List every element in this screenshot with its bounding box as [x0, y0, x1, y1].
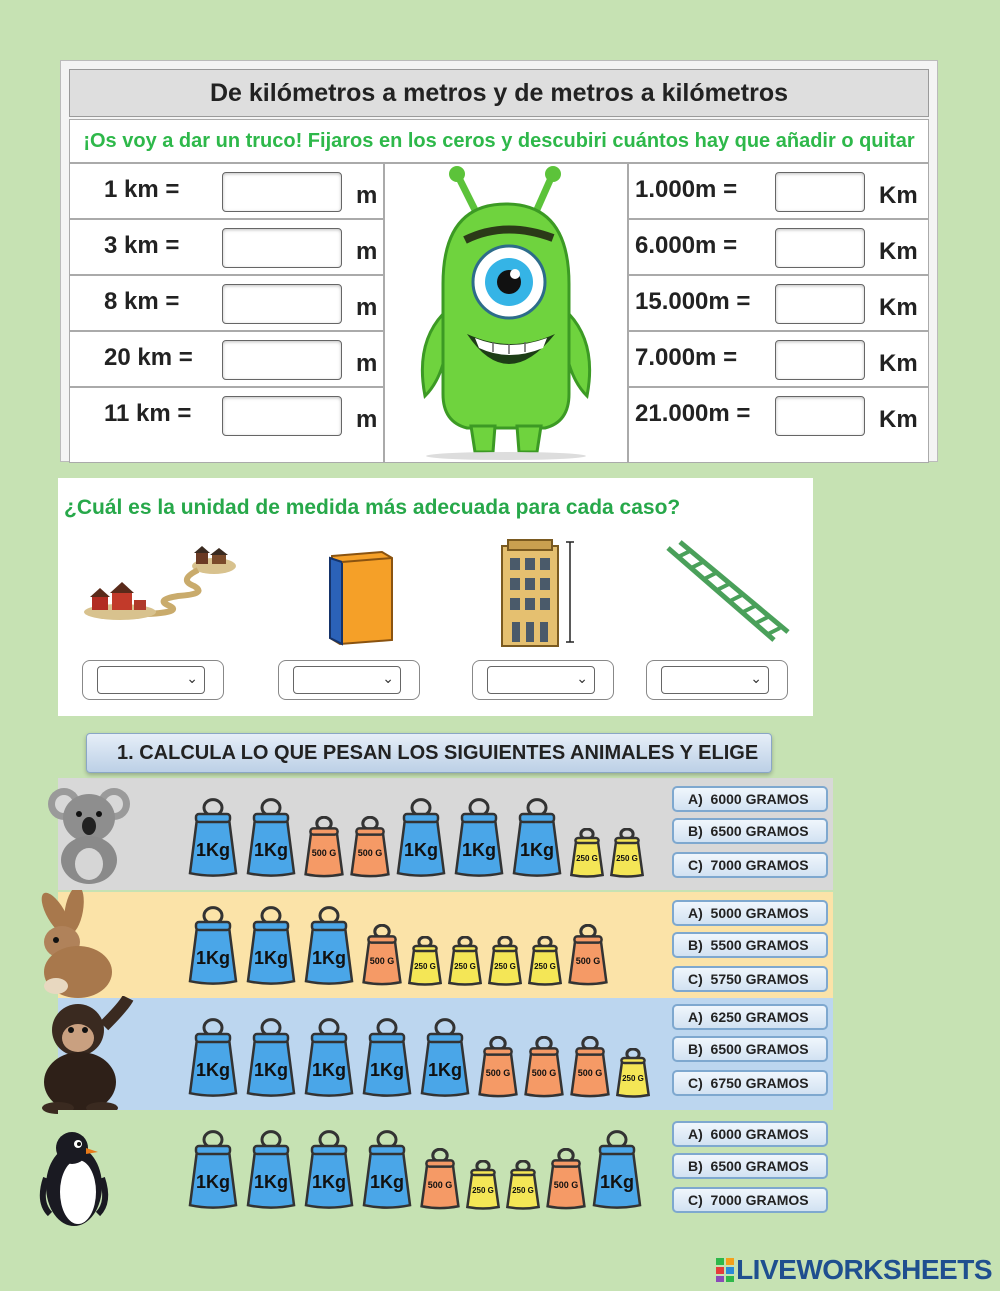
unit-select-frame-4: [646, 660, 788, 700]
weight-kg: [246, 798, 296, 878]
ladder-image: [664, 540, 794, 655]
unit-label: m: [356, 406, 378, 433]
answer-input[interactable]: [222, 172, 342, 212]
answer-option[interactable]: C) 6750 GRAMOS: [672, 1070, 828, 1096]
weight-g250: [448, 936, 482, 986]
weight-label: 250 G: [414, 962, 436, 971]
km-expression: 3 km =: [104, 232, 180, 259]
liveworksheets-logo: LIVEWORKSHEETS: [716, 1254, 992, 1286]
unit-select-frame-3: [472, 660, 614, 700]
weight-label: 250 G: [622, 1074, 644, 1083]
weight-g500: [570, 1036, 610, 1098]
answer-option[interactable]: C) 7000 GRAMOS: [672, 1187, 828, 1213]
unit-label: Km: [879, 182, 918, 209]
weight-label: 250 G: [534, 962, 556, 971]
weight-label: 250 G: [512, 1186, 534, 1195]
weight-label: 1Kg: [253, 1059, 288, 1080]
m-expression: 6.000m =: [635, 232, 738, 259]
answer-option[interactable]: A) 6250 GRAMOS: [672, 1004, 828, 1030]
m-expression: 1.000m =: [635, 176, 738, 203]
weight-label: 1Kg: [461, 839, 496, 860]
weight-g500: [478, 1036, 518, 1098]
weight-kg: [246, 1018, 296, 1098]
unit-label: Km: [879, 406, 918, 433]
unit-select-frame-2: [278, 660, 420, 700]
weight-label: 500 G: [311, 848, 337, 859]
km-expression: 20 km =: [104, 344, 193, 371]
unit-select-3[interactable]: [487, 666, 595, 694]
weight-label: 500 G: [485, 1068, 511, 1079]
answer-option[interactable]: A) 6000 GRAMOS: [672, 1121, 828, 1147]
km-to-m-row: [69, 163, 384, 219]
weight-label: 1Kg: [427, 1059, 462, 1080]
koala-image: [44, 782, 134, 891]
monster-cell: [384, 163, 628, 463]
weight-label: 500 G: [427, 1180, 453, 1191]
weight-label: 1Kg: [195, 1171, 230, 1192]
weight-label: 1Kg: [253, 839, 288, 860]
weight-label: 250 G: [472, 1186, 494, 1195]
weight-label: 1Kg: [519, 839, 554, 860]
weight-label: 250 G: [494, 962, 516, 971]
chevron-down-icon: ⌄: [186, 670, 198, 686]
m-to-km-row: [628, 331, 929, 387]
units-question: ¿Cuál es la unidad de medida más adecuada para cada caso?: [64, 496, 681, 519]
km-to-m-row: [69, 387, 384, 463]
unit-label: m: [356, 238, 378, 265]
unit-select-1[interactable]: [97, 666, 205, 694]
weight-label: 1Kg: [403, 839, 438, 860]
answer-input[interactable]: [775, 340, 865, 380]
table-subtitle: ¡Os voy a dar un truco! Fijaros en los ceros y descubiri cuántos hay que añadir o quitar: [69, 119, 929, 163]
weight-g250: [616, 1048, 650, 1098]
answer-option[interactable]: B) 6500 GRAMOS: [672, 1153, 828, 1179]
km-to-m-row: [69, 331, 384, 387]
weight-kg: [304, 1130, 354, 1210]
weight-label: 1Kg: [253, 947, 288, 968]
weight-label: 1Kg: [311, 1171, 346, 1192]
weight-label: 1Kg: [311, 947, 346, 968]
km-to-m-row: [69, 219, 384, 275]
weight-label: 1Kg: [253, 1171, 288, 1192]
road-between-towns-image: [78, 544, 238, 629]
km-expression: 8 km =: [104, 288, 180, 315]
m-expression: 15.000m =: [635, 288, 751, 315]
chevron-down-icon: ⌄: [576, 670, 588, 686]
unit-label: Km: [879, 238, 918, 265]
building-image: [498, 538, 588, 655]
answer-option[interactable]: C) 5750 GRAMOS: [672, 966, 828, 992]
weight-label: 1Kg: [599, 1171, 634, 1192]
weight-label: 1Kg: [369, 1171, 404, 1192]
weight-label: 500 G: [369, 956, 395, 967]
weight-g250: [408, 936, 442, 986]
weight-label: 1Kg: [311, 1059, 346, 1080]
weight-label: 500 G: [553, 1180, 579, 1191]
weight-g500: [524, 1036, 564, 1098]
answer-option[interactable]: A) 6000 GRAMOS: [672, 786, 828, 812]
weight-label: 1Kg: [195, 1059, 230, 1080]
weight-label: 1Kg: [195, 947, 230, 968]
answer-input[interactable]: [775, 396, 865, 436]
answer-option[interactable]: A) 5000 GRAMOS: [672, 900, 828, 926]
m-to-km-row: [628, 163, 929, 219]
weight-kg: [188, 1130, 238, 1210]
weight-g250: [506, 1160, 540, 1210]
unit-select-frame-1: [82, 660, 224, 700]
weight-kg: [512, 798, 562, 878]
weight-label: 250 G: [576, 854, 598, 863]
weight-label: 500 G: [577, 1068, 603, 1079]
weight-kg: [188, 1018, 238, 1098]
weight-kg: [304, 1018, 354, 1098]
weight-kg: [454, 798, 504, 878]
weight-g500: [546, 1148, 586, 1210]
m-to-km-row: [628, 387, 929, 463]
answer-input[interactable]: [775, 284, 865, 324]
weight-kg: [246, 906, 296, 986]
book-image: [320, 550, 400, 651]
m-to-km-row: [628, 219, 929, 275]
weight-g250: [488, 936, 522, 986]
km-expression: 11 km =: [104, 400, 192, 427]
m-expression: 21.000m =: [635, 400, 751, 427]
answer-input[interactable]: [222, 396, 342, 436]
answer-option[interactable]: B) 6500 GRAMOS: [672, 818, 828, 844]
weight-kg: [304, 906, 354, 986]
unit-label: m: [356, 182, 378, 209]
weight-label: 500 G: [575, 956, 601, 967]
weight-label: 1Kg: [195, 839, 230, 860]
weight-g500: [362, 924, 402, 986]
answer-input[interactable]: [775, 228, 865, 268]
weight-g250: [610, 828, 644, 878]
weight-label: 1Kg: [369, 1059, 404, 1080]
unit-label: Km: [879, 294, 918, 321]
table-title: De kilómetros a metros y de metros a kilómetros: [69, 69, 929, 117]
weight-kg: [362, 1018, 412, 1098]
weight-g250: [528, 936, 562, 986]
liveworksheets-icon: [716, 1258, 734, 1282]
weight-kg: [592, 1130, 642, 1210]
answer-input[interactable]: [222, 340, 342, 380]
weight-g500: [568, 924, 608, 986]
answer-option[interactable]: B) 5500 GRAMOS: [672, 932, 828, 958]
rabbit-image: [26, 890, 116, 1005]
weight-label: 250 G: [616, 854, 638, 863]
weight-g250: [570, 828, 604, 878]
weight-label: 250 G: [454, 962, 476, 971]
m-expression: 7.000m =: [635, 344, 738, 371]
weight-g250: [466, 1160, 500, 1210]
units-question-panel: [58, 478, 813, 716]
unit-label: Km: [879, 350, 918, 377]
weight-kg: [362, 1130, 412, 1210]
weight-label: 500 G: [531, 1068, 557, 1079]
penguin-image: [36, 1126, 116, 1235]
chevron-down-icon: ⌄: [750, 670, 762, 686]
weight-kg: [246, 1130, 296, 1210]
weight-g500: [304, 816, 344, 878]
answer-input[interactable]: [775, 172, 865, 212]
chimpanzee-image: [28, 996, 138, 1121]
m-to-km-row: [628, 275, 929, 331]
weight-label: 500 G: [357, 848, 383, 859]
weights-header: 1. CALCULA LO QUE PESAN LOS SIGUIENTES ANIMALES Y ELIGE: [86, 733, 772, 773]
answer-option[interactable]: B) 6500 GRAMOS: [672, 1036, 828, 1062]
unit-label: m: [356, 294, 378, 321]
weight-g500: [420, 1148, 460, 1210]
weight-kg: [420, 1018, 470, 1098]
km-expression: 1 km =: [104, 176, 180, 203]
weight-kg: [188, 798, 238, 878]
green-monster-image: [385, 164, 627, 462]
weight-kg: [188, 906, 238, 986]
km-to-m-row: [69, 275, 384, 331]
answer-input[interactable]: [222, 228, 342, 268]
unit-select-2[interactable]: [293, 666, 401, 694]
answer-input[interactable]: [222, 284, 342, 324]
chevron-down-icon: ⌄: [382, 670, 394, 686]
unit-select-4[interactable]: [661, 666, 769, 694]
weight-kg: [396, 798, 446, 878]
weight-g500: [350, 816, 390, 878]
answer-option[interactable]: C) 7000 GRAMOS: [672, 852, 828, 878]
unit-label: m: [356, 350, 378, 377]
km-conversion-table: [60, 60, 938, 462]
